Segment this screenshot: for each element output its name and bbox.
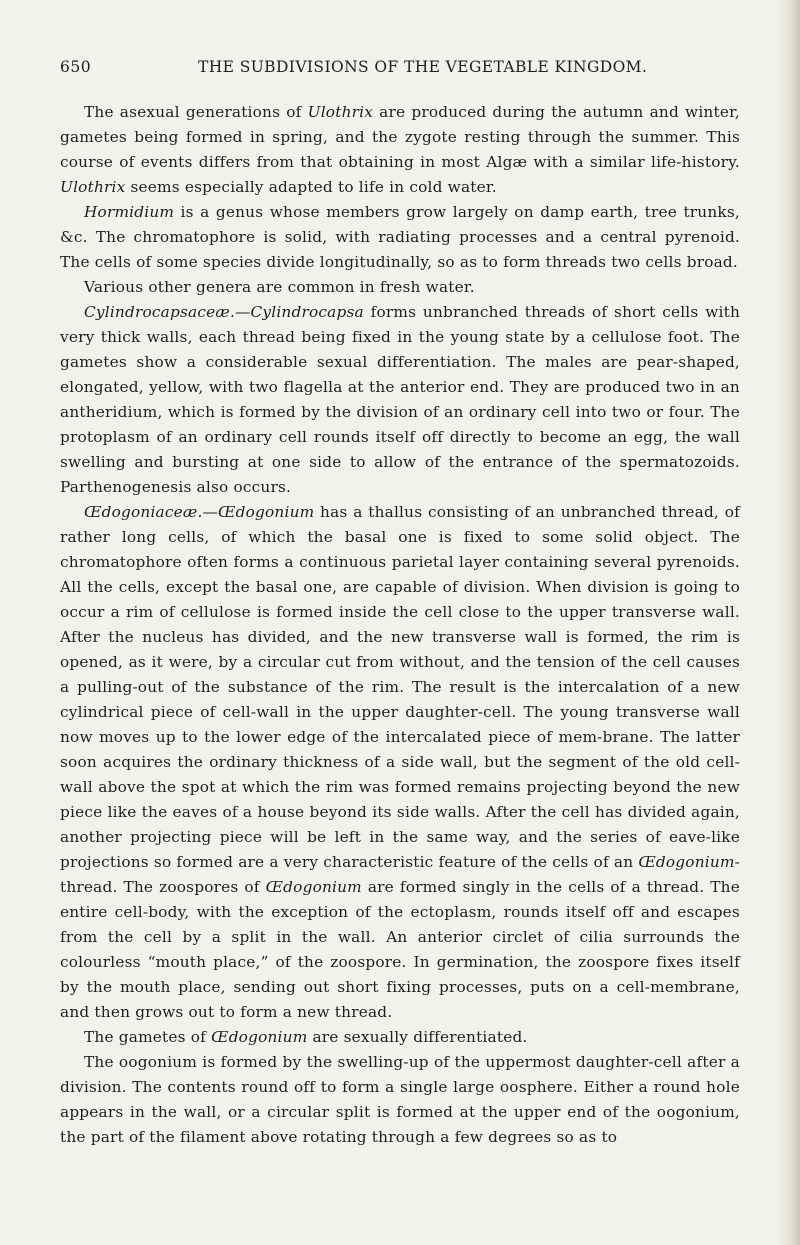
italic-run: Œdogoniaceæ.—Œdogonium	[84, 503, 315, 521]
running-head: THE SUBDIVISIONS OF THE VEGETABLE KINGDOM.	[198, 58, 648, 76]
text-run: -thread. The zoospores of	[60, 853, 740, 896]
body-text	[60, 100, 740, 1150]
text-run: The oogonium is formed by the swelling-up of the uppermost daughter-cell after a division. The contents round off to form a single large oosphere. Either a round hole appears in the wall, or a circular split is formed at the upper end of the oogonium, the part of the filament above rotating through a few degrees so as to	[60, 1053, 740, 1146]
italic-run: Œdogonium	[211, 1028, 308, 1046]
italic-run: Ulothrix	[307, 103, 374, 121]
paragraph	[60, 200, 740, 275]
text-run: The gametes of	[84, 1028, 212, 1046]
page-number: 650	[60, 58, 92, 76]
text-run: is a genus whose members grow largely on damp earth, tree trunks, &c. The chromatophore is solid, with radiating processes and a central pyrenoid. The cells of some species divide longitudinally, so as to form threads two cells broad.	[60, 203, 740, 271]
text-run: Various other genera are common in fresh water.	[84, 278, 475, 296]
text-run: are sexually differentiated.	[307, 1028, 528, 1046]
text-run: seems especially adapted to life in cold water.	[125, 178, 497, 196]
italic-run: Œdogonium	[265, 878, 362, 896]
italic-run: Œdogonium	[638, 853, 735, 871]
paragraph	[60, 500, 740, 1025]
text-run: are formed singly in the cells of a thread. The entire cell-body, with the exception of the ectoplasm, rounds itself off and escapes from the cell by a split in the wall. An anterior circlet of cilia surrounds the colourless “mouth place,” of the zoospore. In germination, the zoospore fixes itself by the mouth place, sending out short fixing processes, puts on a cell-membrane, and then grows out to form a new thread.	[60, 878, 740, 1021]
page-header	[60, 58, 740, 82]
text-run: has a thallus consisting of an unbranched thread, of rather long cells, of which the basal one is fixed to some solid object. The chromatophore often forms a continuous parietal layer containing several pyrenoids. All the cells, except the basal one, are capable of division. When division is going to occur a rim of cellulose is formed inside the cell close to the upper transverse wall. After the nucleus has divided, and the new transverse wall is formed, the rim is opened, as it were, by a circular cut from without, and the tension of the cell causes a pulling-out of the substance of the rim. The result is the intercalation of a new cylindrical piece of cell-wall in the upper daughter-cell. The young transverse wall now moves up to the lower edge of the intercalated piece of mem-brane. The latter soon acquires the ordinary thickness of a side wall, but the segment of the old cell-wall above the spot at which the rim was formed remains projecting beyond the new piece like the eaves of a house beyond its side walls. After the cell has divided again, another projecting piece will be left in the same way, and the series of eave-like projections so formed are a very characteristic feature of the cells of an	[60, 503, 740, 871]
page-edge-shadow	[778, 0, 800, 1245]
text-run: The asexual generations of	[84, 103, 308, 121]
text-run: are produced during the autumn and winter, gametes being formed in spring, and the zygote resting through the summer. This course of events differs from that obtaining in most Algæ with a similar life-history.	[60, 103, 740, 171]
italic-run: Hormidium	[84, 203, 175, 221]
text-run: forms unbranched threads of short cells with very thick walls, each thread being fixed in the young state by a cellulose foot. The gametes show a considerable sexual differentiation. The males are pear-shaped, elongated, yellow, with two flagella at the anterior end. They are produced two in an antheridium, which is formed by the division of an ordinary cell into two or four. The protoplasm of an ordinary cell rounds itself off directly to become an egg, the wall swelling and bursting at one side to allow of the entrance of the spermatozoids. Parthenogenesis also occurs.	[60, 303, 740, 496]
italic-run: Cylindrocapsaceæ.—Cylindrocapsa	[84, 303, 364, 321]
paragraph	[60, 1025, 740, 1050]
italic-run: Ulothrix	[60, 178, 126, 196]
paragraph	[60, 275, 740, 300]
paragraph	[60, 300, 740, 500]
paragraph	[60, 100, 740, 200]
paragraph	[60, 1050, 740, 1150]
